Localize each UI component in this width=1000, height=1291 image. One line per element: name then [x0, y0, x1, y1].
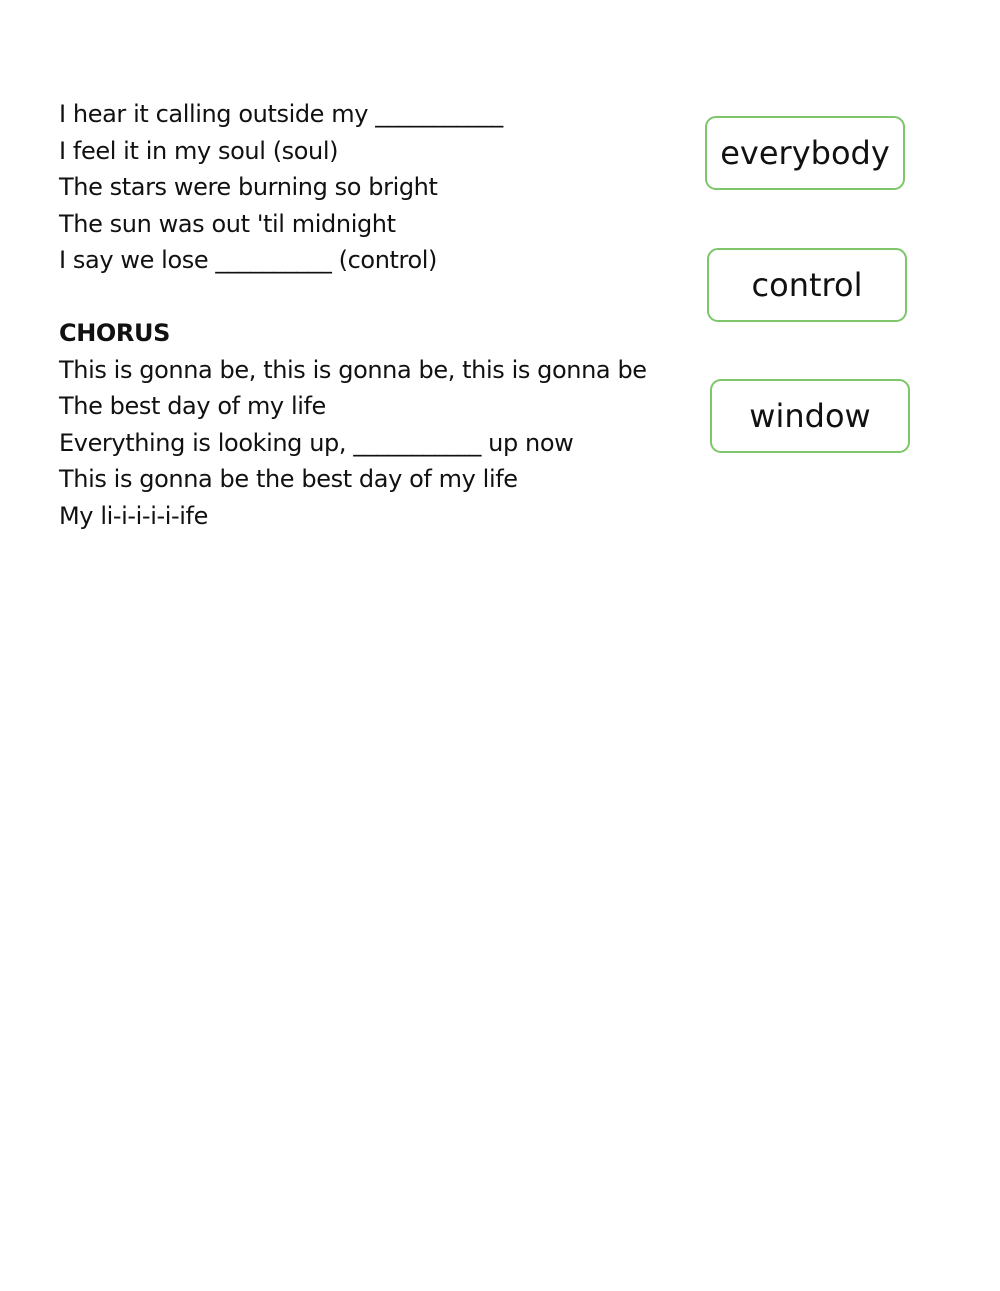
- verse-line-3: The stars were burning so bright: [59, 173, 438, 201]
- lyrics-text: [59, 96, 699, 534]
- chorus-line-5: My li-i-i-i-i-ife: [59, 501, 208, 530]
- chorus-heading: CHORUS: [59, 319, 170, 347]
- verse-line-5: I say we lose __________ (control): [59, 246, 437, 274]
- chorus-line-3: Everything is looking up, ___________ up now: [59, 428, 574, 457]
- chorus-line-2: The best day of my life: [59, 392, 326, 420]
- word-tile-everybody[interactable]: everybody: [705, 116, 905, 190]
- verse-line-4: The sun was out 'til midnight: [59, 209, 396, 238]
- stanza-spacer: [59, 279, 699, 316]
- word-tile-control[interactable]: control: [707, 248, 907, 322]
- verse-line-2: I feel it in my soul (soul): [59, 136, 339, 165]
- word-tile-window[interactable]: window: [710, 379, 910, 453]
- chorus-line-1: This is gonna be, this is gonna be, this is gonna be: [59, 355, 647, 384]
- chorus-line-4: This is gonna be the best day of my life: [59, 465, 518, 493]
- verse-line-1: I hear it calling outside my ___________: [59, 100, 503, 128]
